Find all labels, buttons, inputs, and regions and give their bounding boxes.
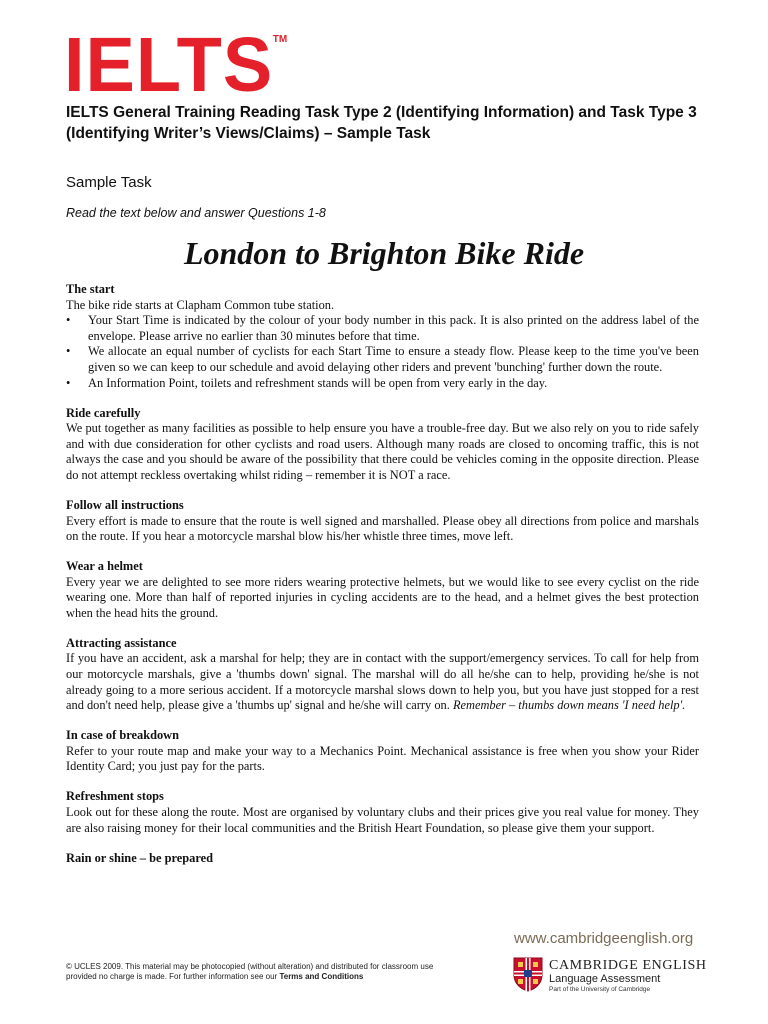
section-wear-helmet	[66, 559, 699, 621]
org-affiliation: Part of the University of Cambridge	[549, 986, 651, 993]
passage-body	[66, 282, 699, 881]
instruction-text: Read the text below and answer Questions 1-8	[66, 206, 326, 220]
ielts-logo	[64, 21, 288, 108]
bullet-icon: •	[66, 313, 71, 328]
section-follow-instructions	[66, 498, 699, 545]
task-heading: IELTS General Training Reading Task Type 2 (Identifying Information) and Task Type 3 (Identifying Writer’s Views/Claims) – Sample Task	[66, 104, 697, 142]
trademark-mark: TM	[272, 33, 288, 46]
section-text: We put together as many facilities as possible to help ensure you have a trouble-free day. But we also rely on you to ride safely and with due consideration for other cyclists and road users. Although many roads are closed to oncoming traffic, this is not always the case and you should be aware of the possibility that there could be vehicles coming in the opposite direction. Please do not attempt reckless overtaking whilst riding – remember it is NOT a race.	[66, 421, 699, 482]
section-heading: The start	[66, 282, 115, 296]
section-text: Look out for these along the route. Most are organised by voluntary clubs and their prices give you real value for money. They are also raising money for their local communities and the British Heart Foundation, so please give them your support.	[66, 804, 699, 835]
org-name: CAMBRIDGE ENGLISH	[549, 958, 707, 973]
bullet-icon: •	[66, 344, 71, 359]
section-heading: Ride carefully	[66, 405, 141, 420]
sample-task-label: Sample Task	[66, 174, 152, 191]
section-text: Every effort is made to ensure that the route is well signed and marshalled. Please obey all directions from police and marshals on the route. If you hear a motorcycle marshal blow his/her whistle three times, move left.	[66, 513, 699, 544]
section-text: Refer to your route map and make your way to a Mechanics Point. Mechanical assistance is free when you show your Rider Identity Card; you just pay for the parts.	[66, 743, 699, 774]
section-rain-or-shine	[66, 851, 699, 867]
section-text-main: If you have an accident, ask a marshal for help; they are in contact with the support/emergency services. To call for help from our motorcycle marshals, give a 'thumbs down' signal. The marshal will do all he/she can to help, providing he/she is not already going to a more serious accident. If a motorcycle marshal slows down to help you, but you have just stopped for a rest and don't need help, please give a 'thumbs up' signal and he/she will carry on.	[66, 651, 699, 713]
terms-link[interactable]: Terms and Conditions	[279, 972, 364, 981]
section-heading: Attracting assistance	[66, 635, 177, 650]
university-crest-icon	[513, 957, 543, 992]
copyright-notice	[66, 962, 446, 982]
section-heading: Refreshment stops	[66, 789, 164, 804]
document-title: London to Brighton Bike Ride	[183, 235, 585, 271]
cambridge-english-logo	[513, 957, 713, 997]
list-item	[66, 376, 699, 392]
list-item-text: We allocate an equal number of cyclists for each Start Time to ensure a steady flow. Please keep to the time you've been given so we can keep to our schedule and avoid delaying other riders and prevent 'bunching' further down the route.	[88, 344, 699, 374]
section-the-start	[66, 282, 699, 391]
copyright-text: © UCLES 2009. This material may be photocopied (without alteration) and distributed for classroom use provided no charge is made. For further information see our	[66, 962, 434, 981]
bullet-icon: •	[66, 375, 71, 390]
logo-text: IELTS	[64, 21, 274, 108]
section-heading: Rain or shine – be prepared	[66, 850, 213, 865]
list-item-text: An Information Point, toilets and refreshment stands will be open from very early in the day.	[88, 375, 548, 390]
section-text: Every year we are delighted to see more riders wearing protective helmets, but we would like to see every cyclist on the ride wearing one. More than half of reported injuries in cycling accidents are to the head, and a helmet gives the best protection when the head hits the ground.	[66, 574, 699, 620]
section-breakdown	[66, 728, 699, 775]
bullet-list	[66, 313, 699, 391]
list-item-text: Your Start Time is indicated by the colour of your body number in this pack. It is also printed on the address label of the envelope. Please arrive no earlier than 30 minutes before that time.	[88, 313, 699, 343]
section-text	[66, 651, 699, 713]
org-subtitle: Language Assessment	[549, 973, 661, 985]
section-ride-carefully	[66, 406, 699, 484]
section-text-emphasis: Remember – thumbs down means 'I need help'.	[452, 698, 686, 713]
section-intro: The bike ride starts at Clapham Common tube station.	[66, 297, 335, 312]
section-heading: Follow all instructions	[66, 497, 184, 512]
section-attracting-assistance	[66, 636, 699, 714]
section-heading: In case of breakdown	[66, 728, 180, 743]
website-url[interactable]: www.cambridgeenglish.org	[514, 930, 694, 947]
section-refreshment-stops	[66, 789, 699, 836]
list-item	[66, 344, 699, 375]
section-heading: Wear a helmet	[66, 559, 143, 574]
list-item	[66, 313, 699, 344]
